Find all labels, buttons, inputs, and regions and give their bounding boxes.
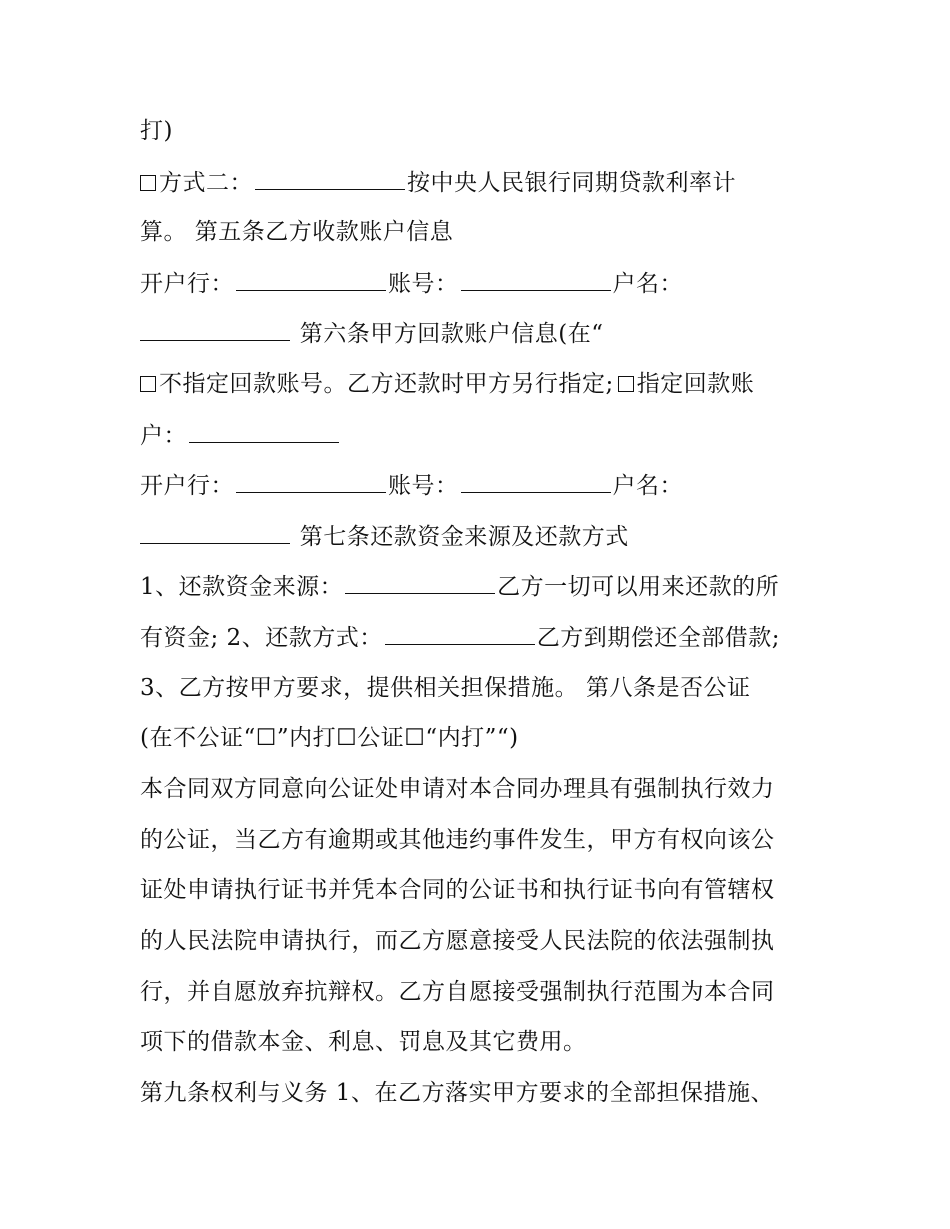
line-text: 第七条还款资金来源及还款方式 <box>292 524 629 550</box>
article-5-heading-line <box>140 217 453 247</box>
account-blank[interactable] <box>461 470 611 493</box>
account-label: 账号： <box>388 271 459 297</box>
repayment-account-blank[interactable] <box>189 420 339 443</box>
article-6-heading-line <box>140 318 604 349</box>
line-text: 第六条甲方回款账户信息(在“ <box>292 321 604 347</box>
repayment-bank-line <box>140 470 683 501</box>
line-text: 本合同双方同意向公证处申请对本合同办理具有强制执行效力 <box>140 776 775 802</box>
repayment-method-line <box>140 622 780 653</box>
line-text: 项下的借款本金、利息、罚息及其它费用。 <box>140 1029 587 1055</box>
bank-blank[interactable] <box>236 268 386 291</box>
checkbox-unspecified-account[interactable] <box>140 376 156 392</box>
line-text: 不指定回款账号。乙方还款时甲方另行指定; <box>159 371 614 397</box>
line-text: 乙方到期偿还全部借款; <box>536 625 780 651</box>
text-line <box>140 116 173 146</box>
interest-rate-blank[interactable] <box>255 167 405 190</box>
receiving-account-line <box>140 268 683 299</box>
line-text: 的公证，当乙方有逾期或其他违约事件发生，甲方有权向该公 <box>140 827 775 853</box>
checkbox-option-two[interactable] <box>140 175 156 191</box>
repayment-method-blank[interactable] <box>385 622 535 645</box>
repayment-account-options-line <box>140 369 754 399</box>
line-text: 3、乙方按甲方要求，提供相关担保措施。 第八条是否公证 <box>140 675 751 701</box>
text-line <box>140 825 775 855</box>
line-text: 的人民法院申请执行，而乙方愿意接受人民法院的依法强制执 <box>140 928 775 954</box>
repayment-account-line <box>140 420 341 451</box>
line-text: 指定回款账 <box>636 371 755 397</box>
text-line <box>140 977 775 1007</box>
account-blank[interactable] <box>461 268 611 291</box>
line-text: 乙方一切可以用来还款的所 <box>497 574 780 600</box>
line-text: 第九条权利与义务 1、在乙方落实甲方要求的全部担保措施、 <box>140 1080 774 1106</box>
text-line <box>140 723 519 753</box>
text-line <box>140 875 775 905</box>
article-9-heading-line <box>140 1078 774 1108</box>
account-label: 账号： <box>388 473 459 499</box>
bank-blank[interactable] <box>236 470 386 493</box>
option-two-label: 方式二： <box>159 170 253 196</box>
line-text: 户： <box>140 423 187 449</box>
text-line <box>140 1027 587 1057</box>
text-line <box>140 673 750 703</box>
line-text: 按中央人民银行同期贷款利率计 <box>407 170 736 196</box>
line-text: 证处申请执行证书并凭本合同的公证书和执行证书向有管辖权 <box>140 877 775 903</box>
text-line <box>140 774 775 804</box>
line-text: 算。 第五条乙方收款账户信息 <box>140 219 454 245</box>
account-name-blank[interactable] <box>140 318 290 341</box>
funding-source-line <box>140 571 779 602</box>
bank-label: 开户行： <box>140 271 234 297</box>
bank-label: 开户行： <box>140 473 234 499</box>
option-two-line <box>140 167 736 198</box>
account-name-label: 户名： <box>612 271 683 297</box>
line-text: 有资金; 2、还款方式： <box>140 625 383 651</box>
line-text: 打) <box>140 118 173 144</box>
text-line <box>140 926 775 956</box>
line-text: (在不公证“☐”内打☐公证☐“内打”“) <box>140 725 519 751</box>
account-name-blank[interactable] <box>140 521 290 544</box>
article-7-heading-line <box>140 521 629 552</box>
account-name-label: 户名： <box>612 473 683 499</box>
line-text: 1、还款资金来源： <box>140 574 344 600</box>
funding-source-blank[interactable] <box>345 571 495 594</box>
checkbox-specified-account[interactable] <box>618 376 634 392</box>
line-text: 行，并自愿放弃抗辩权。乙方自愿接受强制执行范围为本合同 <box>140 979 775 1005</box>
